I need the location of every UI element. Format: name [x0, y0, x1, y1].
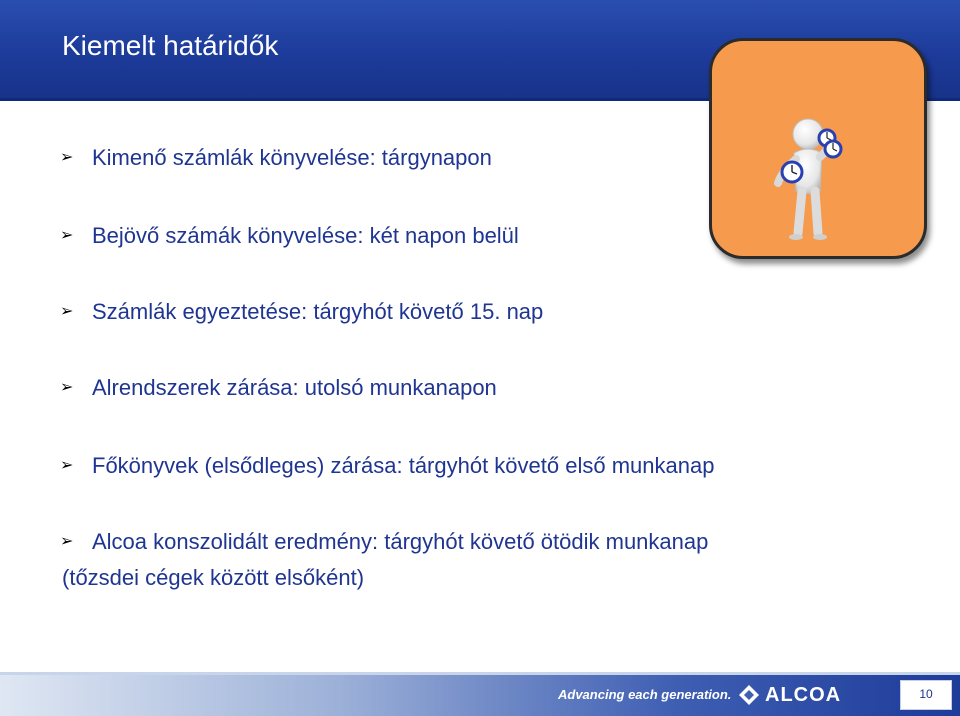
bullet-arrow-icon: ➢ — [60, 227, 74, 244]
bullet-item — [60, 220, 519, 252]
figure-juggling-clocks-icon — [712, 41, 924, 256]
bullet-arrow-icon: ➢ — [60, 149, 74, 166]
bullet-arrow-icon: ➢ — [60, 457, 74, 474]
slide-title: Kiemelt határidők — [62, 30, 279, 61]
bullet-text: Számlák egyeztetése: tárgyhót követő 15. nap — [92, 299, 544, 324]
bullet-item — [60, 142, 492, 174]
bullet-text: Bejövő számák könyvelése: két napon belül — [92, 223, 519, 248]
bullet-item — [60, 526, 708, 558]
bullet-text: Kimenő számlák könyvelése: tárgynapon — [92, 145, 492, 170]
clock-icon — [825, 141, 841, 157]
page-number: 10 — [919, 687, 933, 701]
bullet-arrow-icon: ➢ — [60, 379, 74, 396]
bullet-item — [60, 372, 497, 404]
alcoa-logo-icon — [738, 684, 760, 706]
footer-tagline: Advancing each generation. — [558, 687, 732, 702]
bullet-text: Alrendszerek zárása: utolsó munkanapon — [92, 375, 497, 400]
logo-wordmark: ALCOA — [765, 684, 842, 706]
clock-juggler-picture — [709, 38, 927, 259]
clock-icon — [782, 162, 802, 182]
bullet-arrow-icon: ➢ — [60, 303, 74, 320]
bullet-text: Alcoa konszolidált eredmény: tárgyhót követő ötödik munkanap — [92, 529, 709, 554]
bullet-continuation: (tőzsdei cégek között elsőként) — [62, 565, 365, 590]
bullet-item — [60, 296, 543, 328]
bullet-item — [60, 450, 714, 482]
bullet-text: Főkönyvek (elsődleges) zárása: tárgyhót követő első munkanap — [92, 453, 715, 478]
bullet-arrow-icon: ➢ — [60, 533, 74, 550]
